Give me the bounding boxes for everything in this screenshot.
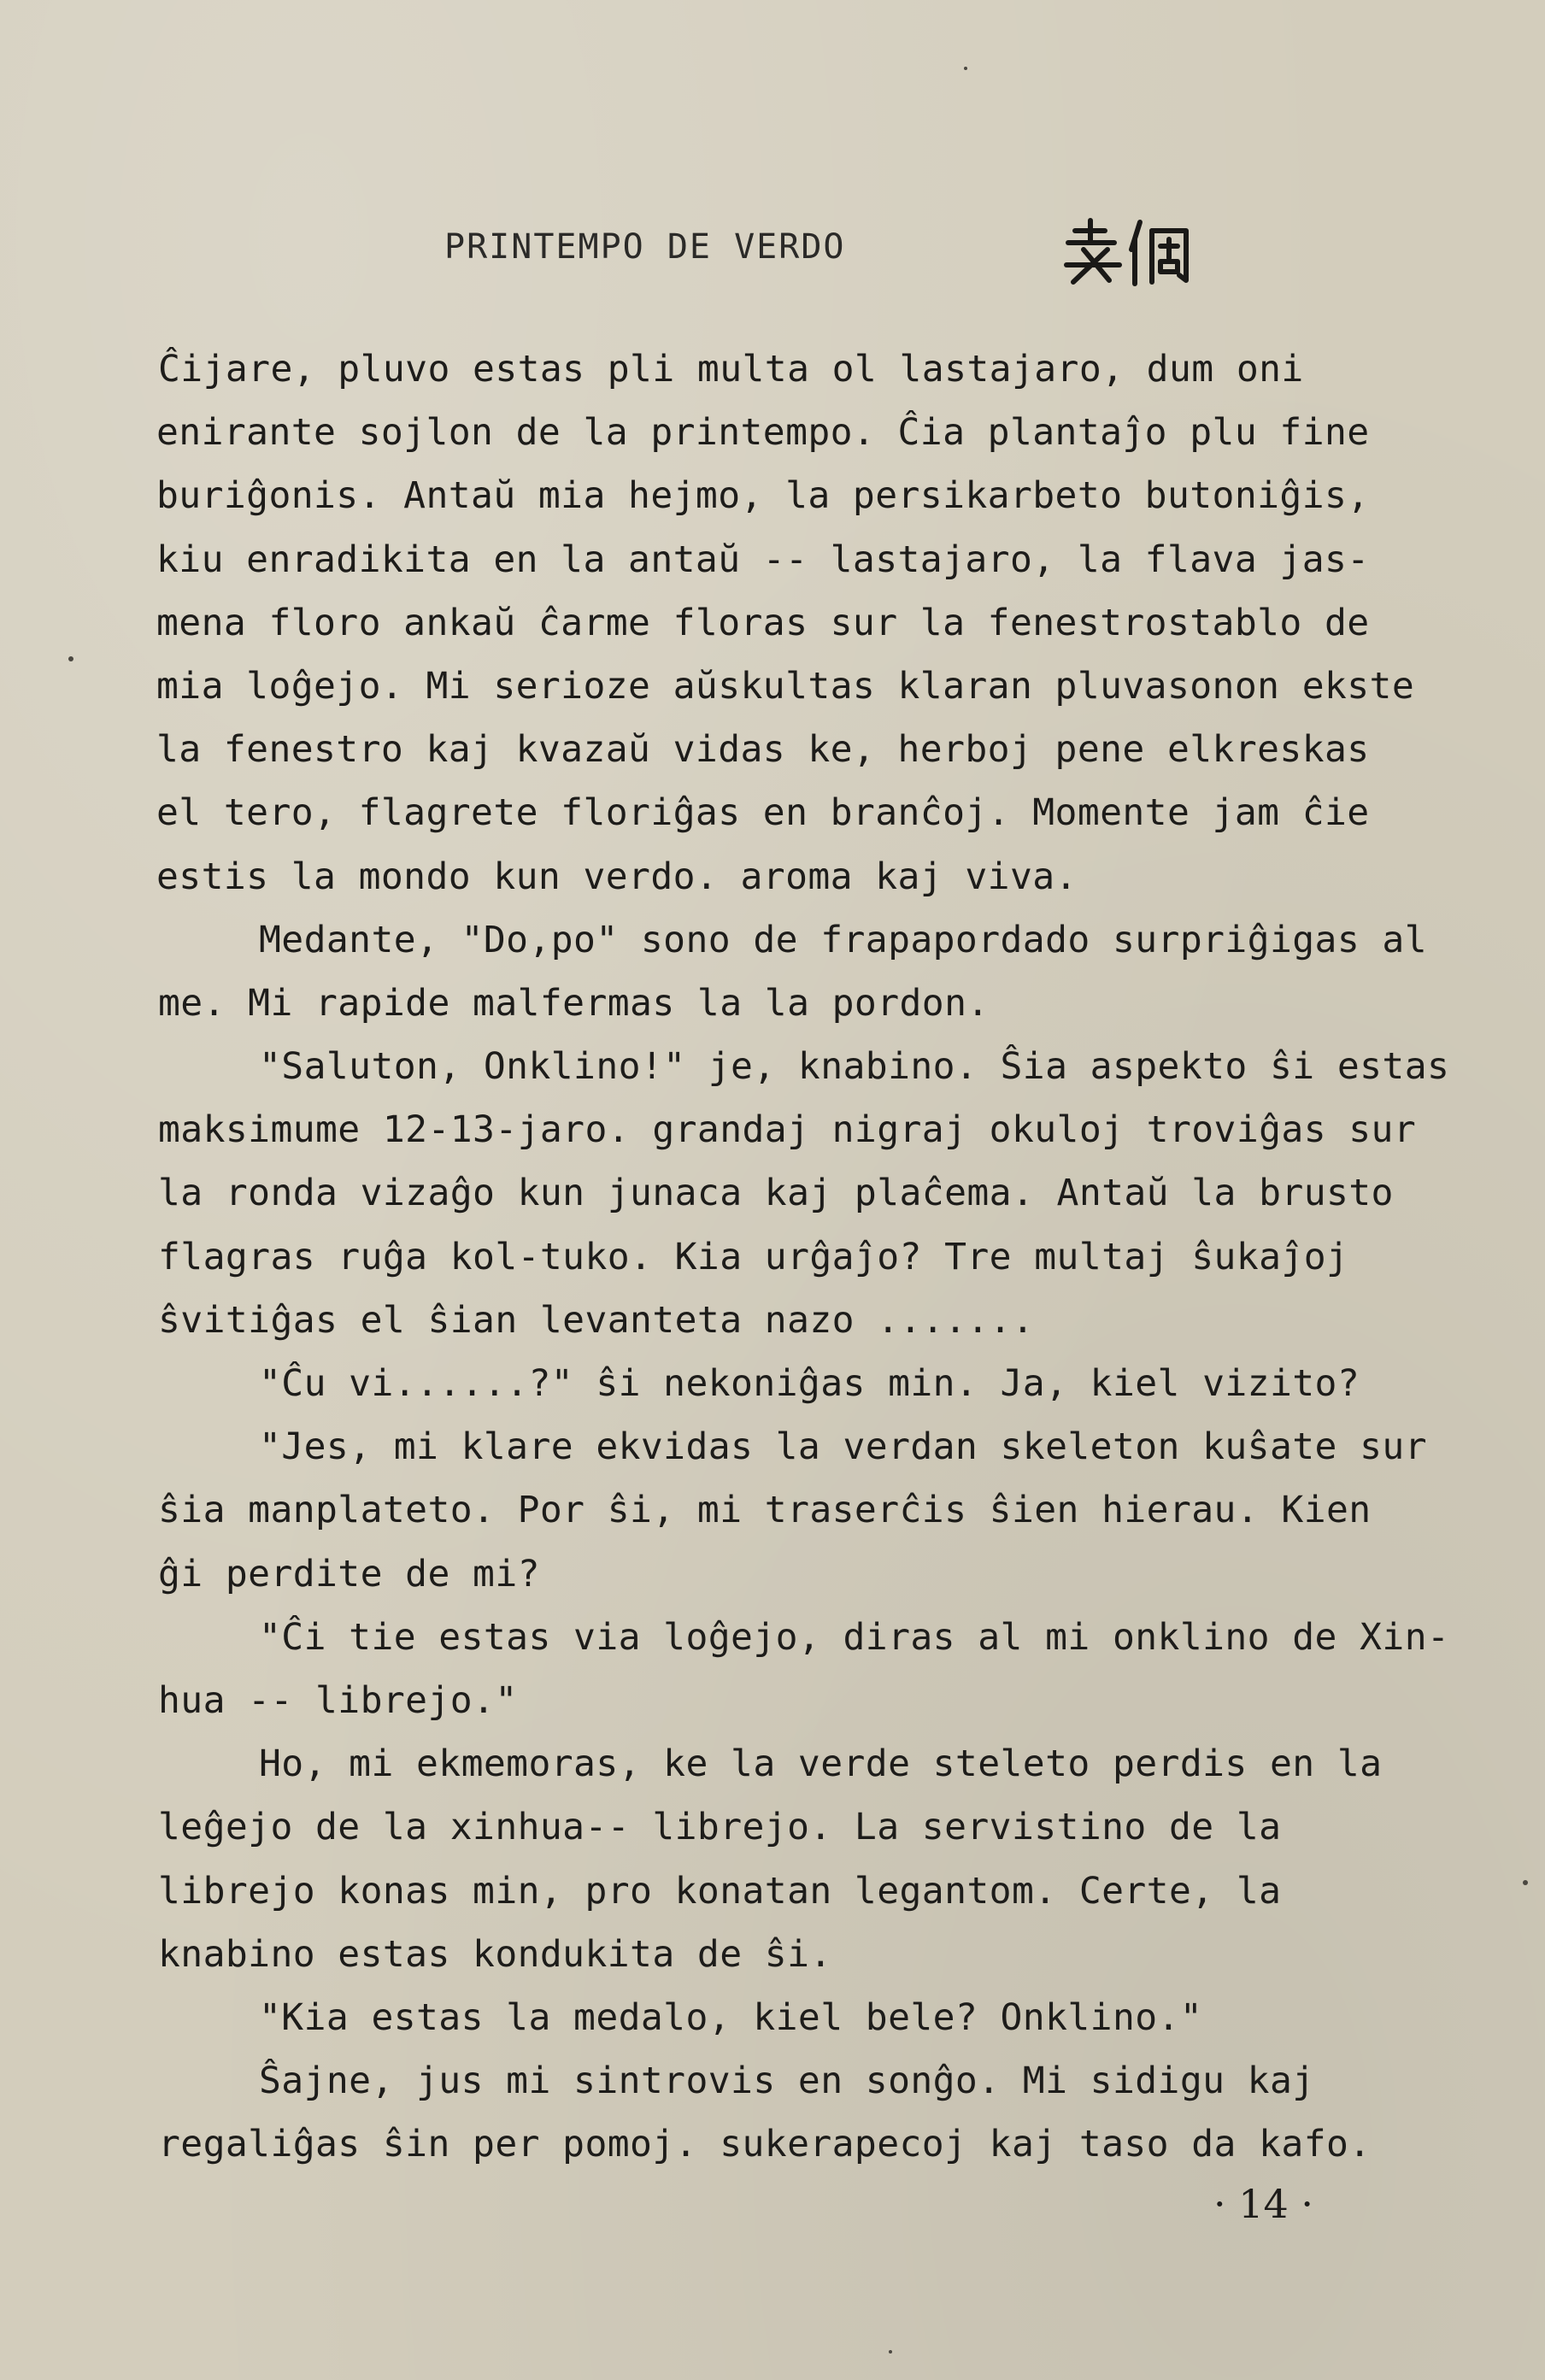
- text-line: buriĝonis. Antaŭ mia hejmo, la persikarbeto butoniĝis,: [156, 474, 1370, 518]
- text-line: ŝia manplateto. Por ŝi, mi traserĉis ŝien hierau. Kien: [158, 1489, 1372, 1532]
- text-line: ĝi perdite de mi?: [158, 1552, 540, 1595]
- text-line: knabino estas kondukita de ŝi.: [158, 1932, 832, 1976]
- handwritten-signature: [1058, 205, 1203, 291]
- page-title: PRINTEMPO DE VERDO: [444, 227, 846, 267]
- text-line: leĝejo de la xinhua-- librejo. La servistino de la: [158, 1806, 1282, 1849]
- text-line: maksimume 12-13-jaro. grandaj nigraj okuloj troviĝas sur: [158, 1108, 1417, 1152]
- margin-speck: [1523, 1880, 1528, 1885]
- text-line: me. Mi rapide malfermas la la pordon.: [158, 981, 990, 1025]
- text-line: el tero, flagrete floriĝas en branĉoj. Momente jam ĉie: [156, 791, 1370, 835]
- text-line: "Saluton, Onklino!" je, knabino. Ŝia aspekto ŝi estas: [259, 1045, 1450, 1089]
- text-line: Ŝajne, jus mi sintrovis en sonĝo. Mi sidigu kaj: [259, 2060, 1315, 2103]
- text-line: hua -- librejo.": [158, 1678, 518, 1722]
- text-line: Ĉijare, pluvo estas pli multa ol lastajaro, dum oni: [158, 348, 1304, 391]
- text-line: mia loĝejo. Mi serioze aŭskultas klaran pluvasonon ekste: [156, 664, 1415, 708]
- text-line: flagras ruĝa kol-tuko. Kia urĝaĵo? Tre multaj ŝukaĵoj: [158, 1235, 1349, 1278]
- text-line: Ho, mi ekmemoras, ke la verde steleto perdis en la: [259, 1742, 1383, 1786]
- title-row: [0, 205, 1545, 308]
- text-line: la ronda vizaĝo kun junaca kaj plaĉema. Antaŭ la brusto: [158, 1172, 1394, 1215]
- text-line: Medante, "Do,po" sono de frapapordado surpriĝigas al: [259, 918, 1427, 961]
- margin-speck: [68, 656, 73, 661]
- text-line: estis la mondo kun verdo. aroma kaj viva.: [156, 855, 1078, 898]
- body-text: [158, 338, 1534, 2176]
- margin-speck: [889, 2350, 892, 2354]
- text-line: kiu enradikita en la antaŭ -- lastajaro, la flava jas-: [156, 538, 1370, 581]
- text-line: librejo konas min, pro konatan legantom. Certe, la: [158, 1869, 1282, 1913]
- text-line: "Kia estas la medalo, kiel bele? Onklino.": [259, 1995, 1203, 2039]
- page-number: · 14 ·: [1213, 2181, 1314, 2227]
- text-line: mena floro ankaŭ ĉarme floras sur la fenestrostablo de: [156, 601, 1370, 644]
- text-line: "Ĉi tie estas via loĝejo, diras al mi onklino de Xin-: [259, 1615, 1450, 1659]
- text-line: "Ĉu vi......?" ŝi nekoniĝas min. Ja, kiel vizito?: [259, 1362, 1360, 1405]
- text-line: "Jes, mi klare ekvidas la verdan skeleton kuŝate sur: [259, 1425, 1427, 1469]
- text-line: la fenestro kaj kvazaŭ vidas ke, herboj pene elkreskas: [156, 728, 1370, 772]
- text-line: regaliĝas ŝin per pomoj. sukerapecoj kaj taso da kafo.: [158, 2123, 1372, 2166]
- text-line: ŝvitiĝas el ŝian levanteta nazo .......: [158, 1298, 1035, 1342]
- text-line: enirante sojlon de la printempo. Ĉia plantaĵo plu fine: [156, 411, 1370, 455]
- margin-speck: [964, 67, 967, 70]
